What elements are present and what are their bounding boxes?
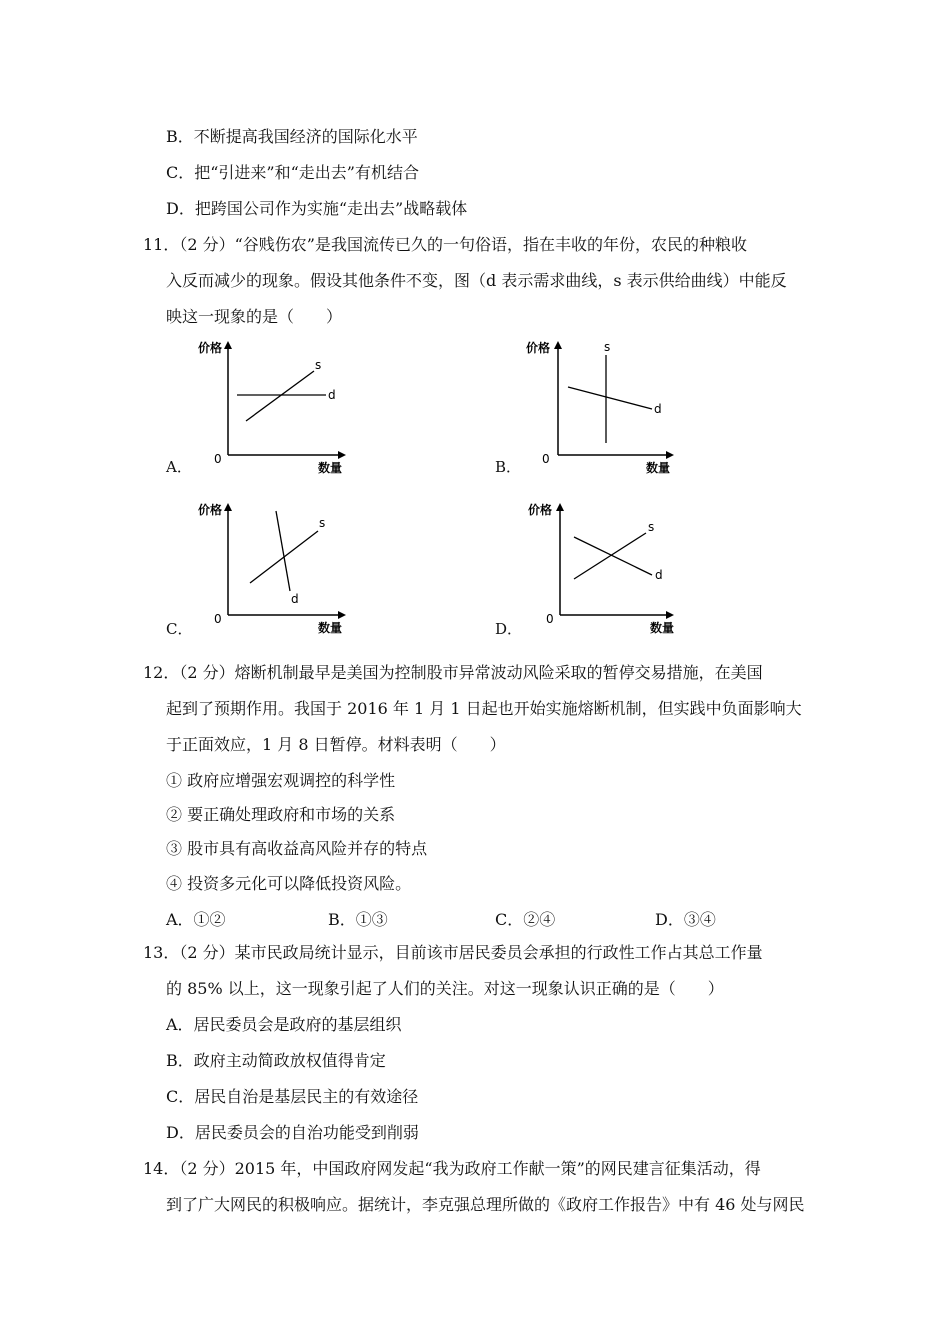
q12-choice-d: D．③④ <box>655 910 716 929</box>
graph-a-x-arrow <box>338 451 346 459</box>
q13-option-b: B．政府主动简政放权值得肯定 <box>166 1051 386 1070</box>
graph-d-demand-line <box>574 537 652 575</box>
graph-c-price-label: 价格 <box>198 503 223 517</box>
q12-item-2: ② 要正确处理政府和市场的关系 <box>166 805 396 824</box>
graph-c-s-label: s <box>319 516 326 530</box>
q12-stem-line1: 12．（2 分）熔断机制最早是美国为控制股市异常波动风险采取的暂停交易措施，在美国 <box>143 663 763 682</box>
q12-choice-b: B．①③ <box>328 910 388 929</box>
graph-a-supply-line <box>246 371 314 421</box>
q11-stem-line2: 入反而减少的现象。假设其他条件不变，图（d 表示需求曲线，s 表示供给曲线）中能反 <box>166 271 787 290</box>
graph-c-x-arrow <box>338 611 346 619</box>
graph-a-s-label: s <box>315 358 322 372</box>
q12-choice-c: C．②④ <box>495 910 556 929</box>
q12-item-4: ④ 投资多元化可以降低投资风险。 <box>166 874 412 893</box>
graph-b-demand-line <box>568 387 652 409</box>
q12-choice-a: A．①② <box>166 910 226 929</box>
graph-d-d-label: d <box>655 568 663 582</box>
q11-option-c-label: C． <box>166 620 193 638</box>
graph-a-price-label: 价格 <box>198 341 223 355</box>
q11-graph-b <box>518 335 688 480</box>
q13-option-d: D．居民委员会的自治功能受到削弱 <box>166 1123 419 1142</box>
graph-c-y-arrow <box>224 503 232 511</box>
graph-c-quantity-label: 数量 <box>318 621 343 635</box>
graph-b-origin: 0 <box>542 452 550 466</box>
graph-b-quantity-label: 数量 <box>646 461 671 475</box>
q11-stem-line1: 11．（2 分）“谷贱伤农”是我国流传已久的一句俗语，指在丰收的年份，农民的种粮收 <box>143 235 747 254</box>
graph-d-supply-line <box>574 533 646 579</box>
q11-graph-d <box>518 497 688 642</box>
q11-option-a-label: A． <box>166 458 192 476</box>
q11-stem-line3: 映这一现象的是（ ） <box>166 307 343 326</box>
q14-stem-line2: 到了广大网民的积极响应。据统计，李克强总理所做的《政府工作报告》中有 46 处与网民 <box>166 1195 805 1214</box>
q11-graph-c <box>190 497 360 642</box>
graph-d-x-arrow <box>666 611 674 619</box>
q11-option-b-label: B． <box>495 458 522 476</box>
q12-stem-line2: 起到了预期作用。我国于 2016 年 1 月 1 日起也开始实施熔断机制，但实践中负面影响大 <box>166 699 802 718</box>
q10-option-d: D．把跨国公司作为实施“走出去”战略载体 <box>166 199 468 218</box>
q13-stem-line2: 的 85% 以上，这一现象引起了人们的关注。对这一现象认识正确的是（ ） <box>166 979 724 998</box>
graph-a-quantity-label: 数量 <box>318 461 343 475</box>
q10-option-b: B．不断提高我国经济的国际化水平 <box>166 127 418 146</box>
graph-c-origin: 0 <box>214 612 222 626</box>
graph-a-y-arrow <box>224 341 232 349</box>
graph-c-demand-line <box>276 511 290 591</box>
graph-d-y-arrow <box>556 503 564 511</box>
q12-item-1: ① 政府应增强宏观调控的科学性 <box>166 771 396 790</box>
graph-a-d-label: d <box>328 388 336 402</box>
q14-stem-line1: 14．（2 分）2015 年，中国政府网发起“我为政府工作献一策”的网民建言征集活动，得 <box>143 1159 761 1178</box>
q12-item-3: ③ 股市具有高收益高风险并存的特点 <box>166 839 428 858</box>
graph-d-price-label: 价格 <box>528 503 553 517</box>
graph-d-s-label: s <box>648 520 655 534</box>
q13-option-a: A．居民委员会是政府的基层组织 <box>166 1015 402 1034</box>
graph-b-price-label: 价格 <box>526 341 551 355</box>
q13-stem-line1: 13．（2 分）某市民政局统计显示，目前该市居民委员会承担的行政性工作占其总工作量 <box>143 943 763 962</box>
graph-b-s-label: s <box>604 340 611 354</box>
q13-option-c: C．居民自治是基层民主的有效途径 <box>166 1087 419 1106</box>
q12-stem-line3: 于正面效应，1 月 8 日暂停。材料表明（ ） <box>166 735 506 754</box>
graph-a-origin: 0 <box>214 452 222 466</box>
q10-option-c: C．把“引进来”和“走出去”有机结合 <box>166 163 419 182</box>
graph-d-origin: 0 <box>546 612 554 626</box>
graph-b-d-label: d <box>654 402 662 416</box>
graph-b-y-arrow <box>554 341 562 349</box>
q11-graph-a <box>190 335 360 480</box>
q11-option-d-label: D． <box>495 620 523 638</box>
graph-c-d-label: d <box>291 592 299 606</box>
graph-d-quantity-label: 数量 <box>650 621 675 635</box>
graph-b-x-arrow <box>666 451 674 459</box>
